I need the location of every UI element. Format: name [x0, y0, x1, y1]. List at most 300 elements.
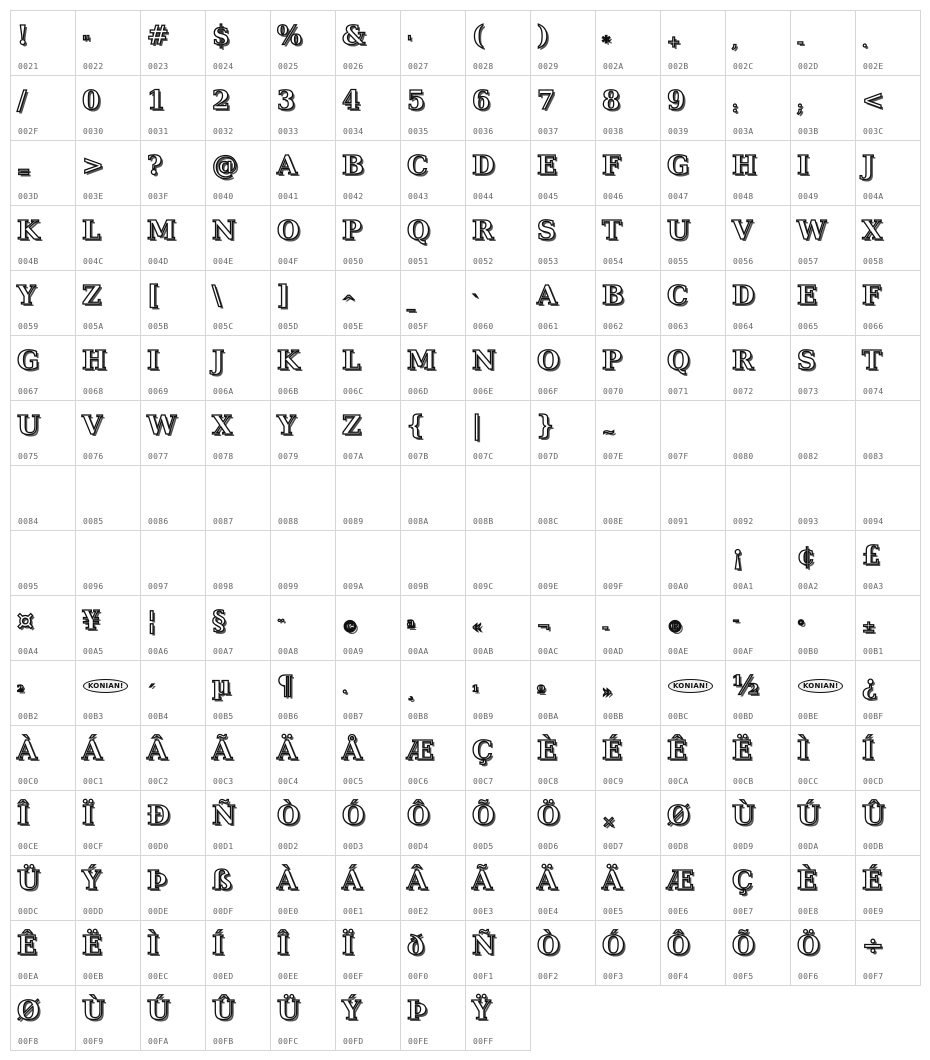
glyph-cell[interactable]	[530, 335, 596, 401]
glyph-cell[interactable]	[855, 10, 921, 76]
glyph-cell[interactable]	[335, 75, 401, 141]
glyph-cell[interactable]	[790, 725, 856, 791]
glyph-cell[interactable]	[75, 75, 141, 141]
glyph-preview: J	[862, 151, 875, 181]
glyph-preview: °	[797, 617, 805, 636]
glyph-preview: À	[17, 736, 38, 766]
glyph-cell[interactable]	[465, 790, 531, 856]
glyph-cell[interactable]	[75, 10, 141, 76]
glyph-code-label: 004B	[18, 257, 39, 266]
glyph-code-label: 0080	[733, 452, 754, 461]
glyph-code-label: 00FB	[213, 1037, 234, 1046]
glyph-cell[interactable]	[530, 530, 596, 596]
glyph-cell[interactable]	[530, 855, 596, 921]
glyph-cell[interactable]	[205, 855, 271, 921]
glyph-cell[interactable]	[205, 10, 271, 76]
glyph-cell[interactable]	[335, 10, 401, 76]
glyph-code-label: 0064	[733, 322, 754, 331]
glyph-cell[interactable]	[725, 335, 791, 401]
glyph-cell[interactable]	[270, 790, 336, 856]
glyph-cell[interactable]	[790, 530, 856, 596]
glyph-cell[interactable]	[75, 790, 141, 856]
glyph-code-label: 006B	[278, 387, 299, 396]
glyph-cell[interactable]	[10, 855, 76, 921]
glyph-preview: C	[667, 281, 688, 311]
glyph-cell[interactable]	[725, 530, 791, 596]
glyph-preview: ;	[797, 97, 803, 116]
glyph-cell[interactable]	[335, 855, 401, 921]
glyph-code-label: 002F	[18, 127, 39, 136]
glyph-cell[interactable]	[790, 10, 856, 76]
glyph-preview: «	[472, 617, 482, 636]
glyph-cell[interactable]	[595, 140, 661, 206]
glyph-cell[interactable]	[595, 595, 661, 661]
glyph-cell[interactable]	[270, 465, 336, 531]
glyph-cell[interactable]	[75, 335, 141, 401]
glyph-code-label: 0089	[343, 517, 364, 526]
glyph-preview: +	[667, 32, 681, 51]
glyph-cell[interactable]	[530, 920, 596, 986]
glyph-code-label: 00D9	[733, 842, 754, 851]
glyph-cell[interactable]	[205, 270, 271, 336]
glyph-cell[interactable]	[790, 660, 856, 726]
glyph-cell[interactable]	[335, 465, 401, 531]
glyph-cell[interactable]	[270, 920, 336, 986]
glyph-preview: L	[342, 346, 361, 376]
glyph-cell[interactable]	[725, 400, 791, 466]
glyph-cell[interactable]	[10, 205, 76, 271]
glyph-cell[interactable]	[660, 205, 726, 271]
glyph-preview: O	[277, 216, 300, 246]
glyph-cell[interactable]	[400, 660, 466, 726]
glyph-cell[interactable]	[10, 270, 76, 336]
glyph-cell[interactable]	[75, 920, 141, 986]
glyph-cell[interactable]	[10, 530, 76, 596]
glyph-cell[interactable]	[75, 205, 141, 271]
glyph-cell[interactable]	[140, 790, 206, 856]
glyph-code-label: 0066	[863, 322, 884, 331]
glyph-preview: P	[602, 346, 622, 376]
glyph-cell[interactable]	[465, 335, 531, 401]
glyph-preview: ±	[862, 617, 876, 636]
glyph-cell[interactable]	[400, 10, 466, 76]
glyph-cell[interactable]	[790, 855, 856, 921]
glyph-code-label: 00D8	[668, 842, 689, 851]
glyph-cell[interactable]	[660, 270, 726, 336]
glyph-preview: =	[17, 162, 31, 181]
glyph-cell[interactable]	[10, 10, 76, 76]
glyph-cell[interactable]	[855, 920, 921, 986]
glyph-cell[interactable]	[140, 660, 206, 726]
glyph-cell[interactable]	[270, 10, 336, 76]
glyph-code-label: 002C	[733, 62, 754, 71]
glyph-cell[interactable]	[660, 400, 726, 466]
glyph-cell[interactable]	[75, 660, 141, 726]
glyph-cell[interactable]	[140, 205, 206, 271]
glyph-cell[interactable]	[595, 725, 661, 791]
glyph-cell[interactable]	[725, 595, 791, 661]
glyph-cell[interactable]	[205, 725, 271, 791]
glyph-code-label: 0032	[213, 127, 234, 136]
glyph-cell[interactable]	[595, 400, 661, 466]
glyph-cell[interactable]	[10, 595, 76, 661]
glyph-cell[interactable]	[270, 660, 336, 726]
glyph-cell[interactable]	[725, 10, 791, 76]
glyph-cell[interactable]	[270, 205, 336, 271]
glyph-cell[interactable]	[205, 530, 271, 596]
glyph-code-label: 00F2	[538, 972, 559, 981]
glyph-preview: Â	[407, 866, 428, 896]
glyph-cell[interactable]	[205, 75, 271, 141]
glyph-cell[interactable]	[75, 400, 141, 466]
glyph-code-label: 005F	[408, 322, 429, 331]
glyph-cell[interactable]	[10, 400, 76, 466]
glyph-cell[interactable]	[10, 465, 76, 531]
glyph-code-label: 002E	[863, 62, 884, 71]
glyph-cell[interactable]	[855, 855, 921, 921]
glyph-cell[interactable]	[595, 270, 661, 336]
glyph-code-label: 0050	[343, 257, 364, 266]
glyph-preview: Á	[82, 736, 103, 766]
glyph-cell[interactable]	[530, 140, 596, 206]
glyph-cell[interactable]	[140, 75, 206, 141]
glyph-cell[interactable]	[140, 10, 206, 76]
glyph-cell[interactable]	[725, 855, 791, 921]
glyph-preview: *	[602, 32, 611, 51]
glyph-code-label: 003E	[83, 192, 104, 201]
glyph-cell[interactable]	[465, 595, 531, 661]
glyph-cell[interactable]	[595, 205, 661, 271]
glyph-code-label: 004D	[148, 257, 169, 266]
glyph-cell[interactable]	[465, 530, 531, 596]
glyph-cell[interactable]	[400, 335, 466, 401]
glyph-cell[interactable]	[75, 465, 141, 531]
glyph-cell[interactable]	[465, 985, 531, 1051]
glyph-cell[interactable]	[660, 75, 726, 141]
glyph-code-label: 0070	[603, 387, 624, 396]
glyph-cell[interactable]	[465, 920, 531, 986]
glyph-cell[interactable]	[725, 140, 791, 206]
glyph-cell[interactable]	[790, 920, 856, 986]
glyph-cell[interactable]	[855, 75, 921, 141]
glyph-cell[interactable]	[465, 855, 531, 921]
glyph-cell[interactable]	[465, 660, 531, 726]
glyph-code-label: 0088	[278, 517, 299, 526]
glyph-preview: -	[797, 32, 804, 51]
glyph-preview: ×	[602, 812, 616, 831]
glyph-cell[interactable]	[595, 920, 661, 986]
glyph-cell[interactable]	[400, 400, 466, 466]
glyph-code-label: 005C	[213, 322, 234, 331]
glyph-cell[interactable]	[595, 10, 661, 76]
glyph-cell[interactable]	[855, 140, 921, 206]
glyph-cell[interactable]	[205, 595, 271, 661]
glyph-cell[interactable]	[10, 725, 76, 791]
glyph-preview: Ì	[147, 931, 160, 961]
glyph-cell[interactable]	[140, 465, 206, 531]
glyph-preview: }	[537, 411, 554, 441]
glyph-cell[interactable]	[400, 985, 466, 1051]
glyph-cell[interactable]	[660, 855, 726, 921]
glyph-cell[interactable]	[660, 725, 726, 791]
glyph-cell[interactable]	[530, 660, 596, 726]
glyph-cell[interactable]	[725, 920, 791, 986]
glyph-cell[interactable]	[335, 400, 401, 466]
glyph-cell[interactable]	[335, 660, 401, 726]
glyph-cell[interactable]	[400, 140, 466, 206]
glyph-cell[interactable]	[400, 920, 466, 986]
glyph-cell[interactable]	[75, 270, 141, 336]
glyph-cell[interactable]	[855, 335, 921, 401]
glyph-cell[interactable]	[530, 75, 596, 141]
glyph-cell[interactable]	[725, 790, 791, 856]
glyph-cell[interactable]	[205, 205, 271, 271]
glyph-cell[interactable]	[205, 790, 271, 856]
glyph-cell[interactable]	[530, 400, 596, 466]
glyph-cell[interactable]	[530, 595, 596, 661]
glyph-cell[interactable]	[205, 985, 271, 1051]
glyph-preview: ^	[342, 292, 356, 311]
glyph-code-label: 0076	[83, 452, 104, 461]
glyph-preview: Ÿ	[472, 996, 491, 1026]
glyph-cell[interactable]	[530, 725, 596, 791]
glyph-cell[interactable]	[10, 140, 76, 206]
glyph-cell[interactable]	[465, 10, 531, 76]
glyph-cell[interactable]	[660, 790, 726, 856]
glyph-preview: _	[407, 292, 415, 311]
glyph-cell[interactable]	[270, 140, 336, 206]
glyph-preview: ?	[147, 151, 163, 181]
glyph-cell[interactable]	[465, 140, 531, 206]
glyph-code-label: 0025	[278, 62, 299, 71]
glyph-cell[interactable]	[205, 400, 271, 466]
glyph-cell[interactable]	[465, 725, 531, 791]
glyph-cell[interactable]	[75, 530, 141, 596]
glyph-cell[interactable]	[75, 140, 141, 206]
glyph-cell[interactable]	[790, 335, 856, 401]
glyph-cell[interactable]	[140, 335, 206, 401]
glyph-cell[interactable]	[10, 790, 76, 856]
glyph-preview: K	[277, 346, 300, 376]
glyph-cell[interactable]	[595, 465, 661, 531]
glyph-cell[interactable]	[790, 75, 856, 141]
glyph-preview: $	[212, 21, 231, 51]
glyph-code-label: 00BD	[733, 712, 754, 721]
glyph-cell[interactable]	[270, 725, 336, 791]
glyph-cell[interactable]	[595, 75, 661, 141]
glyph-cell[interactable]	[595, 660, 661, 726]
glyph-cell[interactable]	[400, 595, 466, 661]
glyph-preview: Ü	[277, 996, 300, 1026]
glyph-preview: Ô	[667, 931, 690, 961]
glyph-cell[interactable]	[140, 855, 206, 921]
glyph-cell[interactable]	[10, 660, 76, 726]
glyph-cell[interactable]	[595, 335, 661, 401]
glyph-code-label: 00DC	[18, 907, 39, 916]
glyph-cell[interactable]	[400, 270, 466, 336]
glyph-cell[interactable]	[400, 75, 466, 141]
glyph-cell[interactable]	[270, 270, 336, 336]
glyph-cell[interactable]	[270, 75, 336, 141]
glyph-preview: 4	[342, 86, 361, 116]
glyph-preview: T	[602, 216, 622, 246]
glyph-cell[interactable]	[205, 660, 271, 726]
glyph-preview: B	[342, 151, 364, 181]
glyph-cell[interactable]	[465, 75, 531, 141]
glyph-cell[interactable]	[140, 140, 206, 206]
glyph-cell[interactable]	[335, 920, 401, 986]
glyph-cell[interactable]	[400, 530, 466, 596]
glyph-cell[interactable]	[335, 335, 401, 401]
glyph-preview: ¢	[797, 541, 816, 571]
glyph-cell[interactable]	[660, 660, 726, 726]
glyph-cell[interactable]	[855, 205, 921, 271]
glyph-cell[interactable]	[270, 985, 336, 1051]
glyph-code-label: 00E8	[798, 907, 819, 916]
glyph-preview: !	[17, 21, 29, 51]
glyph-cell[interactable]	[530, 465, 596, 531]
glyph-code-label: 0091	[668, 517, 689, 526]
glyph-code-label: 009B	[408, 582, 429, 591]
glyph-cell[interactable]	[660, 335, 726, 401]
glyph-preview: Ý	[342, 996, 361, 1026]
glyph-code-label: 009A	[343, 582, 364, 591]
glyph-cell[interactable]	[335, 530, 401, 596]
glyph-cell[interactable]	[140, 270, 206, 336]
glyph-code-label: 00E5	[603, 907, 624, 916]
glyph-cell[interactable]	[660, 465, 726, 531]
glyph-cell[interactable]	[140, 400, 206, 466]
glyph-cell[interactable]	[10, 920, 76, 986]
glyph-cell[interactable]	[335, 595, 401, 661]
glyph-cell[interactable]	[530, 10, 596, 76]
glyph-cell[interactable]	[725, 75, 791, 141]
glyph-cell[interactable]	[400, 205, 466, 271]
glyph-cell[interactable]	[530, 790, 596, 856]
glyph-cell[interactable]	[10, 335, 76, 401]
glyph-preview: O	[537, 346, 560, 376]
glyph-code-label: 004C	[83, 257, 104, 266]
glyph-cell[interactable]	[335, 205, 401, 271]
glyph-cell[interactable]	[790, 790, 856, 856]
glyph-cell[interactable]	[725, 660, 791, 726]
glyph-cell[interactable]	[855, 530, 921, 596]
glyph-cell[interactable]	[790, 400, 856, 466]
glyph-preview: Å	[342, 736, 363, 766]
glyph-code-label: 0029	[538, 62, 559, 71]
glyph-cell[interactable]	[725, 465, 791, 531]
glyph-cell[interactable]	[10, 985, 76, 1051]
glyph-cell[interactable]	[335, 725, 401, 791]
glyph-cell[interactable]	[660, 920, 726, 986]
glyph-cell[interactable]	[725, 270, 791, 336]
glyph-cell[interactable]	[205, 140, 271, 206]
glyph-code-label: 0043	[408, 192, 429, 201]
glyph-cell[interactable]	[140, 595, 206, 661]
glyph-cell[interactable]	[465, 465, 531, 531]
glyph-cell[interactable]	[270, 530, 336, 596]
glyph-cell[interactable]	[660, 530, 726, 596]
glyph-cell[interactable]	[400, 855, 466, 921]
glyph-cell[interactable]	[335, 140, 401, 206]
glyph-cell[interactable]	[725, 205, 791, 271]
glyph-cell[interactable]	[10, 75, 76, 141]
glyph-cell[interactable]	[855, 595, 921, 661]
glyph-cell[interactable]	[660, 10, 726, 76]
glyph-cell[interactable]	[465, 205, 531, 271]
glyph-cell[interactable]	[75, 855, 141, 921]
glyph-cell[interactable]	[335, 270, 401, 336]
glyph-cell[interactable]	[530, 270, 596, 336]
glyph-cell[interactable]	[855, 270, 921, 336]
glyph-cell[interactable]	[660, 140, 726, 206]
glyph-preview: ß	[212, 866, 232, 896]
glyph-preview: ¸	[407, 682, 415, 701]
glyph-cell[interactable]	[790, 140, 856, 206]
glyph-preview: Î	[277, 931, 290, 961]
glyph-code-label: 00BC	[668, 712, 689, 721]
glyph-cell[interactable]	[400, 790, 466, 856]
glyph-cell[interactable]	[595, 855, 661, 921]
glyph-cell[interactable]	[790, 205, 856, 271]
glyph-code-label: 00AA	[408, 647, 429, 656]
glyph-cell[interactable]	[725, 725, 791, 791]
glyph-preview: È	[797, 866, 817, 896]
glyph-cell[interactable]	[465, 400, 531, 466]
glyph-cell[interactable]	[790, 270, 856, 336]
glyph-cell[interactable]	[75, 595, 141, 661]
glyph-code-label: 00E6	[668, 907, 689, 916]
glyph-cell[interactable]	[855, 660, 921, 726]
glyph-cell[interactable]	[530, 205, 596, 271]
glyph-cell[interactable]	[790, 595, 856, 661]
glyph-cell[interactable]	[400, 465, 466, 531]
glyph-cell[interactable]	[595, 790, 661, 856]
glyph-cell[interactable]	[140, 985, 206, 1051]
glyph-cell[interactable]	[140, 530, 206, 596]
glyph-cell[interactable]	[205, 465, 271, 531]
glyph-cell[interactable]	[335, 790, 401, 856]
glyph-cell[interactable]	[205, 920, 271, 986]
glyph-cell[interactable]	[205, 335, 271, 401]
badge-glyph: KONIAN!	[668, 679, 713, 693]
glyph-cell[interactable]	[140, 725, 206, 791]
glyph-cell[interactable]	[270, 595, 336, 661]
glyph-cell[interactable]	[790, 465, 856, 531]
glyph-preview: S	[797, 346, 816, 376]
glyph-cell[interactable]	[465, 270, 531, 336]
glyph-code-label: 0052	[473, 257, 494, 266]
glyph-cell[interactable]	[270, 335, 336, 401]
glyph-cell[interactable]	[595, 530, 661, 596]
glyph-cell[interactable]	[855, 400, 921, 466]
glyph-preview: Ù	[732, 801, 755, 831]
glyph-cell[interactable]	[855, 465, 921, 531]
glyph-cell[interactable]	[140, 920, 206, 986]
glyph-cell[interactable]	[660, 595, 726, 661]
glyph-cell[interactable]	[75, 985, 141, 1051]
glyph-cell[interactable]	[855, 790, 921, 856]
glyph-cell[interactable]	[270, 855, 336, 921]
glyph-cell[interactable]	[855, 725, 921, 791]
glyph-code-label: 0055	[668, 257, 689, 266]
glyph-cell[interactable]	[335, 985, 401, 1051]
glyph-cell[interactable]	[75, 725, 141, 791]
glyph-cell[interactable]	[400, 725, 466, 791]
glyph-cell[interactable]	[270, 400, 336, 466]
glyph-preview: £	[862, 541, 881, 571]
glyph-preview: {	[407, 411, 424, 441]
